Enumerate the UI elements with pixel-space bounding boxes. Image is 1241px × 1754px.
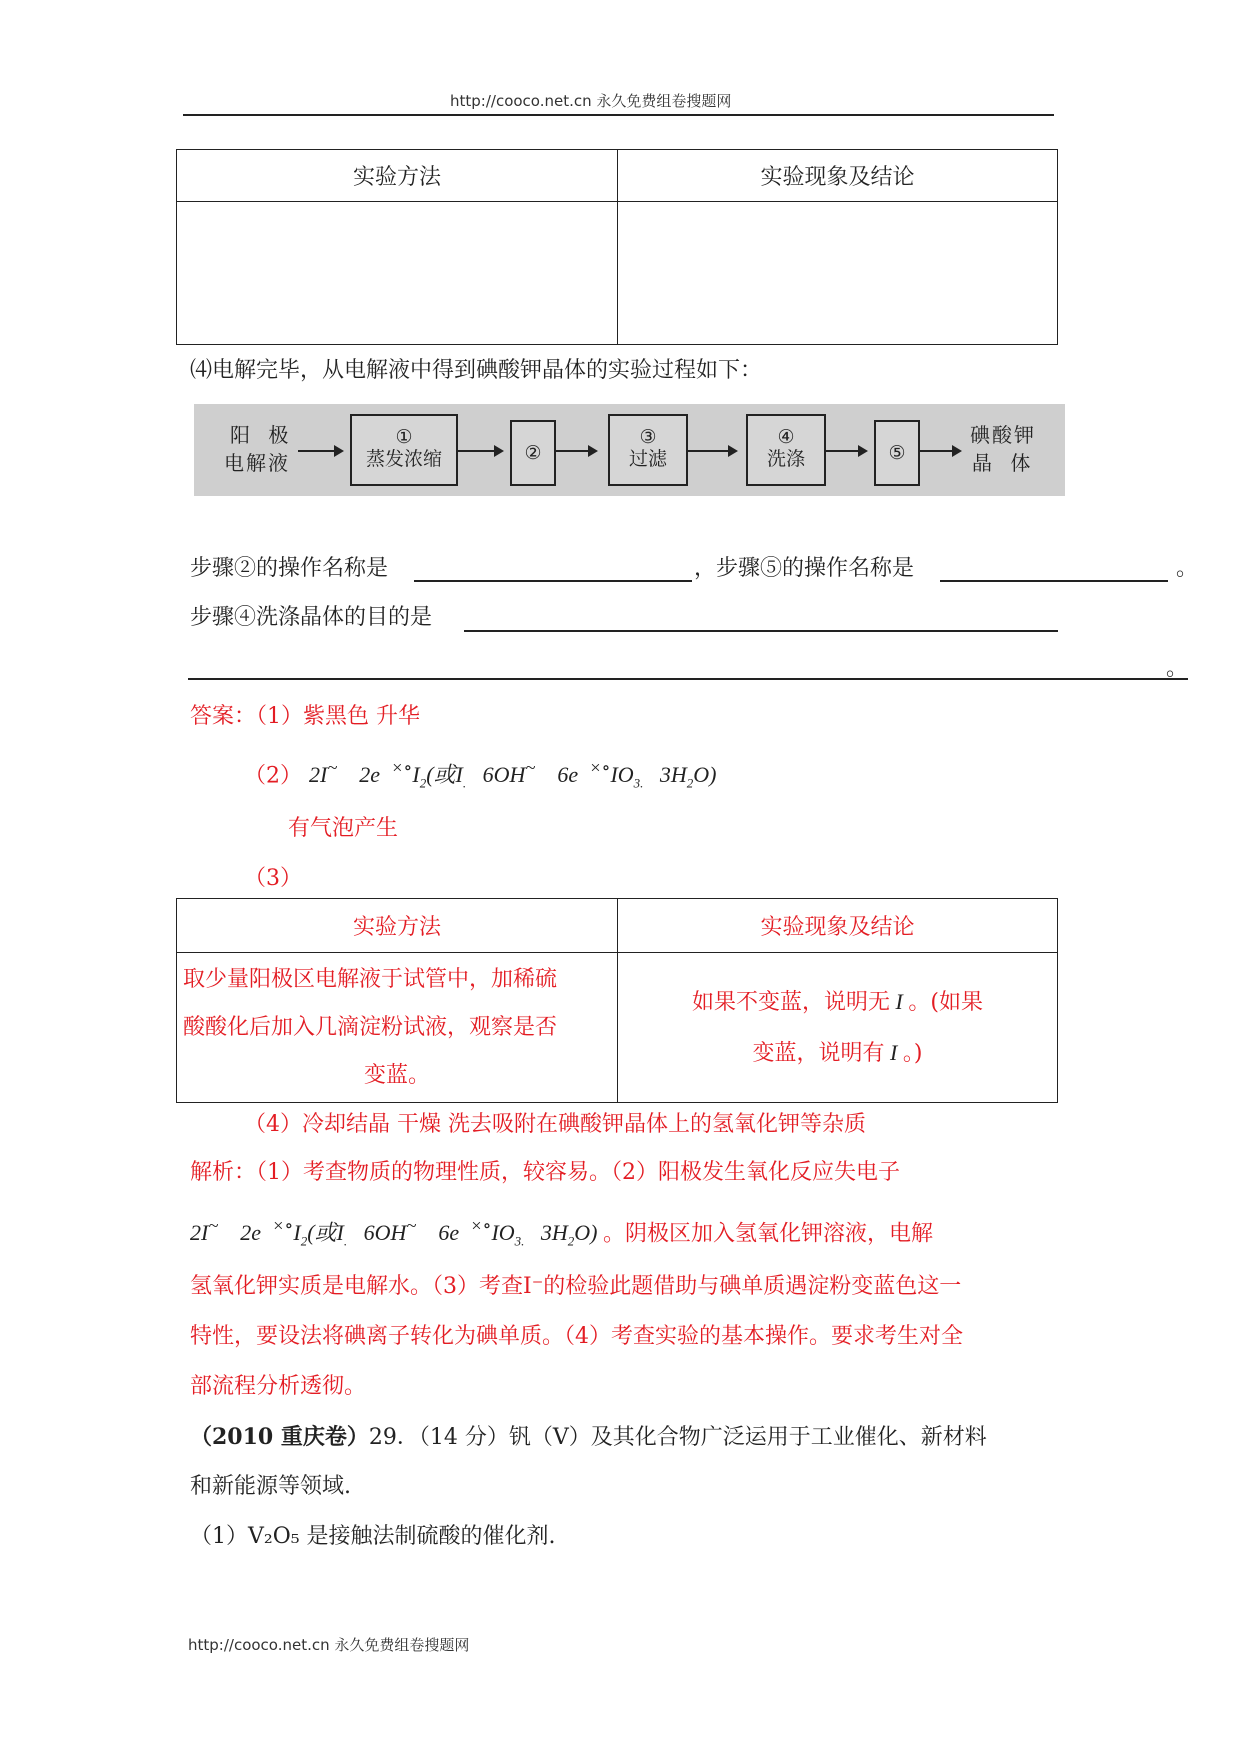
eq-term: (或I — [307, 1220, 344, 1246]
table1-col1: 实验方法 — [177, 150, 618, 202]
eq-term: 6e — [438, 1220, 460, 1246]
flow-start-line2: 电解液 — [224, 451, 290, 475]
analysis-line5: 部流程分析透彻。 — [190, 1374, 367, 1399]
q4-intro: ⑷电解完毕，从电解液中得到碘酸钾晶体的实验过程如下： — [190, 358, 763, 383]
result-text: 。(如果 — [908, 989, 983, 1015]
table1-col2: 实验现象及结论 — [618, 150, 1058, 202]
q29-line2: 和新能源等领域. — [190, 1474, 351, 1499]
analysis-line3: 氢氧化钾实质是电解水。（3）考查I⁻的检验此题借助与碘单质遇淀粉变蓝色这一 — [190, 1274, 962, 1299]
table2-col1: 实验方法 — [177, 899, 618, 953]
flow-arrow — [920, 450, 960, 452]
fill-step2-label: 步骤②的操作名称是 — [190, 556, 389, 581]
flow-end-line2: 晶 体 — [972, 451, 1037, 475]
answer-part2-note: 有气泡产生 — [288, 816, 399, 841]
flow-arrow — [826, 450, 866, 452]
eq-term: 6OH — [363, 1220, 407, 1246]
result-text: 如果不变蓝，说明无 — [692, 989, 891, 1015]
eq-term: 6OH — [482, 762, 526, 788]
flow-step-4 — [746, 414, 826, 486]
equation: 2I~ 2e $^{\times\circ}I_2$(或$I_.$ 6OH~ 6e $^{\times\circ}IO_{3.}$ $3H_2O$) — [309, 758, 717, 791]
flow-step-1 — [350, 414, 458, 486]
eq-term: 2I — [190, 1220, 209, 1246]
fill-line1-end: 。 — [1176, 556, 1199, 581]
table2-result-cell — [618, 953, 1058, 1103]
flow-step-5-num: ⑤ — [888, 442, 906, 464]
footer-url[interactable]: http://cooco.net.cn — [188, 1636, 330, 1654]
q29-line3: （1）V₂O₅ 是接触法制硫酸的催化剂. — [190, 1524, 556, 1549]
eq-term: IO — [610, 762, 634, 788]
header-rule — [183, 114, 1054, 116]
flow-step-4-num: ④ — [777, 426, 795, 448]
flow-arrow — [556, 450, 596, 452]
eq-term: I — [412, 762, 420, 788]
analysis-line1: 解析：（1）考查物质的物理性质，较容易。（2）阳极发生氧化反应失电子 — [190, 1160, 900, 1185]
equation: 2I~ 2e $^{\times\circ}I_2$(或$I_.$ 6OH~ 6e $^{\times\circ}IO_{3.}$ $3H_2O$) — [190, 1216, 598, 1249]
fill-step5-label: ，步骤⑤的操作名称是 — [694, 556, 915, 581]
eq-term: O) — [693, 762, 717, 788]
footer-text — [188, 1634, 469, 1655]
eq-term: 2e — [240, 1220, 262, 1246]
flow-step-4-label: 洗涤 — [766, 448, 805, 470]
analysis-line2-tail: 。阴极区加入氢氧化钾溶液，电解 — [603, 1221, 934, 1247]
flow-step-3-label: 过滤 — [628, 448, 667, 470]
header-site: 永久免费组卷搜题网 — [596, 92, 732, 110]
answer-blank-step4-line1[interactable] — [464, 630, 1058, 632]
header-url[interactable]: http://cooco.net.cn — [450, 92, 592, 110]
header-text — [450, 90, 731, 111]
flow-step-3-num: ③ — [639, 426, 657, 448]
flow-step-1-label: 蒸发浓缩 — [365, 448, 442, 470]
table1-cell-method — [177, 202, 618, 345]
process-flow-diagram — [194, 404, 1065, 496]
flow-start-line1: 阳 极 — [230, 423, 295, 447]
analysis-line2 — [190, 1216, 933, 1250]
table2-result-l2: 变蓝，说明有 I 。) — [752, 1039, 923, 1066]
answer-part2-equation — [244, 758, 717, 792]
answer-part2-label: （2） — [244, 763, 302, 789]
answer-part4: （4）冷却结晶 干燥 洗去吸附在碘酸钾晶体上的氢氧化钾等杂质 — [244, 1112, 866, 1137]
fill-step4-label: 步骤④洗涤晶体的目的是 — [190, 605, 433, 630]
experiment-table-answer — [176, 898, 1058, 1103]
eq-term: I — [293, 1220, 301, 1246]
table1-cell-result — [618, 202, 1058, 345]
answer-part1: 答案：（1）紫黑色 升华 — [190, 704, 420, 729]
fill-line3-end: 。 — [1166, 656, 1189, 681]
eq-term: (或I — [426, 762, 463, 788]
flow-step-5 — [874, 420, 920, 486]
analysis-line4: 特性，要设法将碘离子转化为碘单质。（4）考查实验的基本操作。要求考生对全 — [190, 1324, 963, 1349]
q29-line1 — [190, 1424, 987, 1451]
table2-method-l2: 酸酸化后加入几滴淀粉试液，观察是否 — [183, 1014, 558, 1040]
table2-col2: 实验现象及结论 — [618, 899, 1058, 953]
flow-step-1-num: ① — [395, 426, 413, 448]
q29-stem: 29．（14 分）钒（V）及其化合物广泛运用于工业催化、新材料 — [368, 1425, 987, 1450]
eq-term: IO — [491, 1220, 515, 1246]
flow-arrow — [298, 450, 342, 452]
answer-blank-step4-line2[interactable] — [188, 678, 1188, 680]
flow-step-2 — [510, 420, 556, 486]
eq-term: 3H — [540, 1220, 568, 1246]
flow-arrow — [688, 450, 736, 452]
table2-method-cell — [177, 953, 618, 1103]
flow-arrow — [458, 450, 502, 452]
footer-site: 永久免费组卷搜题网 — [334, 1636, 470, 1654]
eq-term: 3H — [659, 762, 687, 788]
answer-blank-step5[interactable] — [940, 580, 1168, 582]
eq-term: O) — [574, 1220, 598, 1246]
answer-blank-step2[interactable] — [414, 580, 692, 582]
experiment-table-blank — [176, 149, 1058, 345]
eq-term: 2e — [359, 762, 381, 788]
flow-step-3 — [608, 414, 688, 486]
table2-result-l1: 如果不变蓝，说明无 I 。(如果 — [692, 988, 983, 1015]
eq-term: 2I — [309, 762, 328, 788]
flow-step-2-num: ② — [524, 442, 542, 464]
answer-part3-label: （3） — [244, 866, 302, 891]
eq-term: 6e — [557, 762, 579, 788]
q29-source: （2010 重庆卷） — [190, 1424, 369, 1450]
result-text: 。) — [902, 1040, 923, 1066]
result-text: 变蓝，说明有 — [752, 1040, 885, 1066]
table2-method-l1: 取少量阳极区电解液于试管中，加稀硫 — [183, 966, 558, 992]
table2-method-l3: 变蓝。 — [363, 1062, 430, 1088]
flow-end-line1: 碘酸钾 — [970, 423, 1036, 447]
